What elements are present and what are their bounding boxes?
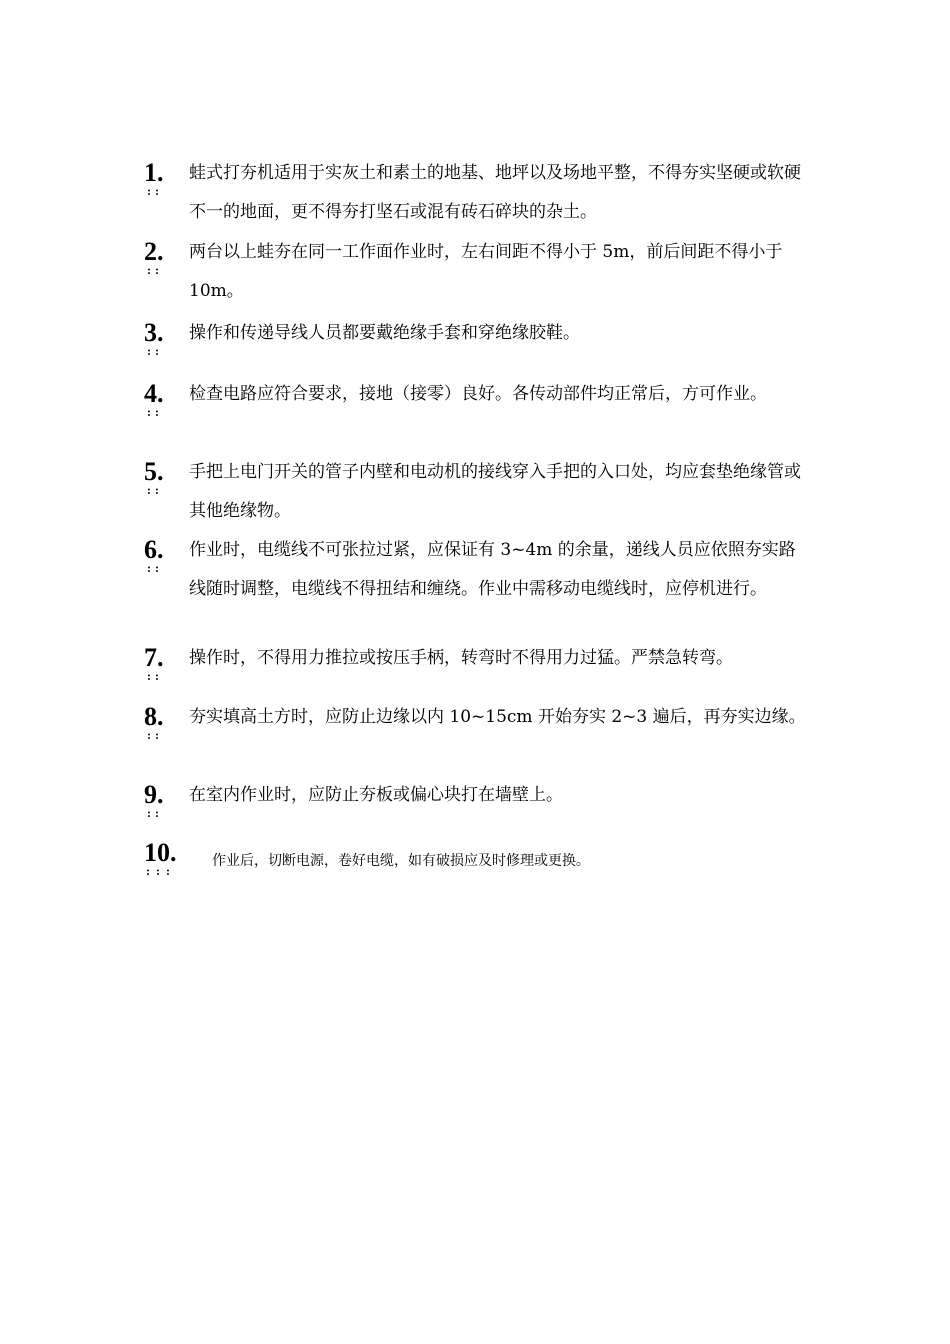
item-number: 3. :: <box>144 318 164 358</box>
item-number: 6. :: <box>144 535 164 575</box>
item-number: 5. :: <box>144 457 164 497</box>
item-text: 作业时，电缆线不可张拉过紧，应保证有 3~4m 的余量，递线人员应依照夯实路线随时调整，电缆线不得扭结和缠绕。作业中需移动电缆线时，应停机进行。 <box>189 540 796 599</box>
item-number: 2. :: <box>144 237 164 277</box>
item-text: 操作和传递导线人员都要戴绝缘手套和穿绝缘胶鞋。 <box>189 323 580 343</box>
item-text: 作业后，切断电源，卷好电缆，如有破损应及时修理或更换。 <box>212 853 590 869</box>
item-text: 蛙式打夯机适用于实灰土和素土的地基、地坪以及场地平整，不得夯实坚硬或软硬不一的地面，更不得夯打坚石或混有砖石碎块的杂土。 <box>189 163 801 222</box>
item-text: 两台以上蛙夯在同一工作面作业时，左右间距不得小于 5m，前后间距不得小于 10m。 <box>189 242 783 301</box>
item-text: 夯实填高土方时，应防止边缘以内 10~15cm 开始夯实 2~3 遍后，再夯实边缘。 <box>189 707 806 727</box>
item-number: 4. :: <box>144 379 164 419</box>
item-text: 检查电路应符合要求，接地（接零）良好。各传动部件均正常后，方可作业。 <box>189 384 767 404</box>
item-number: 8. :: <box>144 702 164 742</box>
item-text: 在室内作业时，应防止夯板或偏心块打在墙壁上。 <box>189 785 563 805</box>
item-number: 9. :: <box>144 780 164 820</box>
item-number: 7. :: <box>144 643 164 683</box>
item-text: 操作时，不得用力推拉或按压手柄，转弯时不得用力过猛。严禁急转弯。 <box>189 648 733 668</box>
item-number: 10. ::: <box>144 838 177 878</box>
item-text: 手把上电门开关的管子内壁和电动机的接线穿入手把的入口处，均应套垫绝缘管或其他绝缘物。 <box>189 462 801 521</box>
item-number: 1. :: <box>144 158 164 198</box>
